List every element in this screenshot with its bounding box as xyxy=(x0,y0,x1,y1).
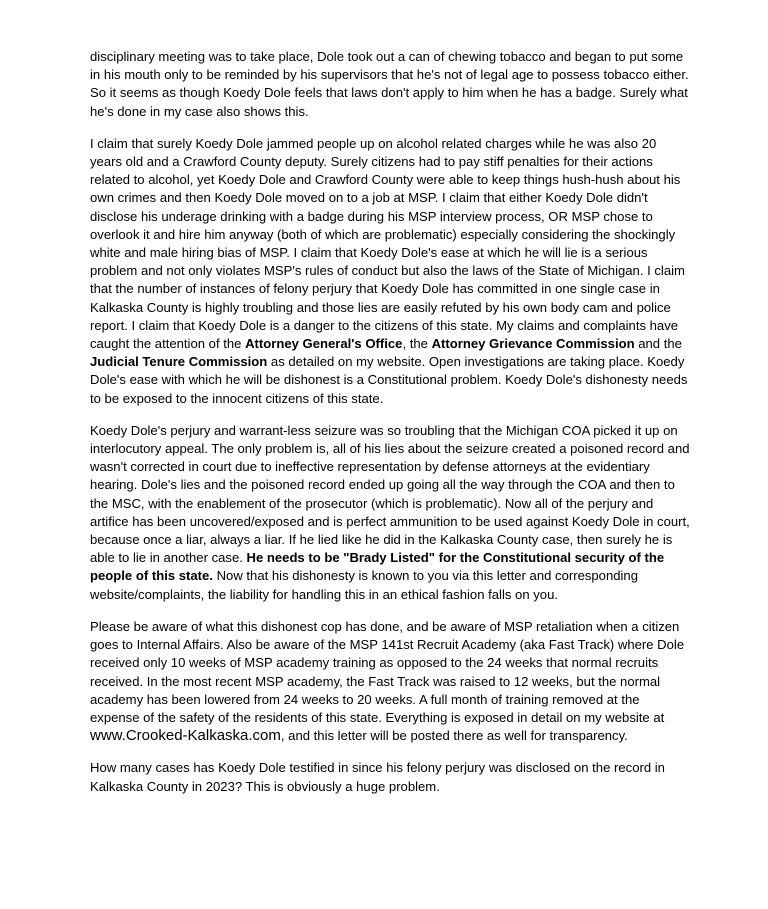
paragraph-academy xyxy=(90,618,690,745)
letter-page xyxy=(90,48,690,810)
paragraph-text: , and this letter will be posted there as well for transparency. xyxy=(280,728,628,744)
attorney-grievance-commission: Attorney Grievance Commission xyxy=(431,336,635,352)
paragraph-perjury xyxy=(90,422,690,604)
judicial-tenure-commission: Judicial Tenure Commission xyxy=(90,354,268,370)
brady-listed-statement: He needs to be "Brady Listed" for the Constitutional security of the people of this state. xyxy=(90,550,665,584)
paragraph-text: as detailed on my website. Open investigations are taking place. Koedy Dole's ease with which he will be dishonest is a Constitutional problem. Koedy Dole's dishonesty needs to be exposed to the innocent citizens of this state. xyxy=(90,354,688,406)
paragraph-claims xyxy=(90,135,690,408)
paragraph-question xyxy=(90,759,690,795)
paragraph-text: How many cases has Koedy Dole testified in since his felony perjury was disclosed on the record in Kalkaska County in 2023? This is obviously a huge problem. xyxy=(90,760,665,794)
paragraph-text: Please be aware of what this dishonest cop has done, and be aware of MSP retaliation when a citizen goes to Internal Affairs. Also be aware of the MSP 141st Recruit Academy (aka Fast Track) where Dole received only 10 weeks of MSP academy training as opposed to the 24 weeks that normal recruits received. In the most recent MSP academy, the Fast Track was raised to 12 weeks, but the normal academy has been lowered from 24 weeks to 20 weeks. A full month of training removed at the expense of the safety of the residents of this state. Everything is exposed in detail on my website at xyxy=(90,618,685,725)
paragraph-text: I claim that surely Koedy Dole jammed people up on alcohol related charges while he was also 20 years old and a Crawford County deputy. Surely citizens had to pay stiff penalties for their actions related to alcohol, yet Koedy Dole and Crawford County were able to keep things hush-hush about his own crimes and then Koedy Dole moved on to a job at MSP. I claim that either Koedy Dole didn't disclose his underage drinking with a badge during his MSP interview process, OR MSP chose to overlook it and hire him anyway (both of which are problematic) especially considering the shockingly white and male hiring bias of MSP. I claim that Koedy Dole's ease at which he will lie is a serious problem and not only violates MSP's rules of conduct but also the laws of the State of Michigan. I claim that the number of instances of felony perjury that Koedy Dole has committed in one single case in Kalkaska County is highly troubling and those lies are easily refuted by his own body cam and police report. I claim that Koedy Dole is a danger to the citizens of this state. My claims and complaints have caught the attention of the xyxy=(90,135,685,352)
website-link[interactable]: www.Crooked-Kalkaska.com xyxy=(90,727,281,745)
paragraph-text: disciplinary meeting was to take place, Dole took out a can of chewing tobacco and began to put some in his mouth only to be reminded by his supervisors that he's not of legal age to possess tobacco either. So it seems as though Koedy Dole feels that laws don't apply to him when he has a badge. Surely what he's done in my case also shows this. xyxy=(90,49,689,119)
paragraph-tobacco xyxy=(90,48,690,121)
paragraph-text: Now that his dishonesty is known to you via this letter and corresponding website/complaints, the liability for handling this in an ethical fashion falls on you. xyxy=(90,568,639,602)
paragraph-text: and the xyxy=(634,336,682,352)
paragraph-text: Koedy Dole's perjury and warrant-less seizure was so troubling that the Michigan COA picked it up on interlocutory appeal. The only problem is, all of his lies about the seizure created a poisoned record and wasn't corrected in court due to ineffective representation by defense attorneys at the evidentiary hearing. Dole's lies and the poisoned record ended up going all the way through the COA and then to the MSC, with the enablement of the prosecutor (which is problematic). Now all of the perjury and artifice has been uncovered/exposed and is perfect ammunition to be used against Koedy Dole in court, because once a liar, always a liar. If he lied like he did in the Kalkaska County case, then surely he is able to lie in another case. xyxy=(90,422,690,566)
attorney-general-office: Attorney General's Office xyxy=(245,336,403,352)
paragraph-text: , the xyxy=(402,336,432,352)
